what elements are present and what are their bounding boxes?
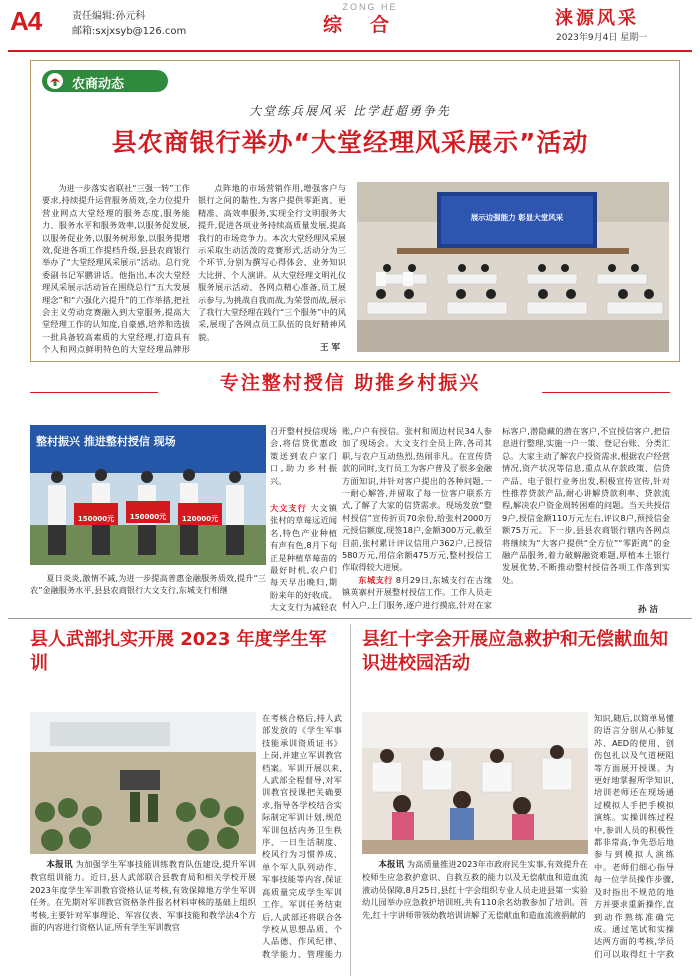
credit-board-2: 150000元 bbox=[129, 513, 167, 521]
article3-lead: 本报讯 bbox=[46, 860, 73, 870]
article1-subtitle: 大堂练兵展风采 比学赶超勇争先 bbox=[249, 104, 451, 118]
branch-name-dawen: 大文支行 bbox=[270, 503, 307, 513]
editor-name: 责任编辑:孙元科 bbox=[72, 11, 146, 22]
article2-col-a2 bbox=[270, 502, 337, 612]
column-badge-label: 农商动态 bbox=[72, 77, 125, 92]
column-badge bbox=[42, 70, 168, 92]
conference-photo-illustration bbox=[357, 182, 669, 352]
article3-col-right-text: 在考核合格后,持人武部发放的《学生军事技能承训资质证书》上岗,并建立军训教官档案。军训开展以来,人武部全程督导,对军训教官授课把关确要求,指导各学校结合实际制定军训计划,规范军训包括内务卫生秩序、一日生活制度、校风行为习惯养成、单个军人队列动作、军事技能等内容,保证高质量完成学生军训工作。军训任务结束后,人武部还将联合各学校从思想品质、个人品德、作风纪律、教学能力、管理能力 bbox=[262, 713, 342, 958]
editor-info bbox=[72, 9, 186, 39]
branch-name-dongcheng: 东城支行 bbox=[358, 574, 393, 585]
conference-banner-text: 展示边强能力 彰显大堂风采 bbox=[470, 213, 564, 222]
section-en: ZONG HE bbox=[342, 2, 398, 12]
section-cn: 综合 bbox=[322, 14, 417, 36]
article2-byline: 孙 洁 bbox=[638, 605, 658, 615]
header-rule bbox=[8, 50, 692, 52]
article3-col-left-text: 为加强学生军事技能训练教育队伍建设,提升军训教官组训能力。近日,县人武部联合县教育局和相关学校开展2023年度学生军训教官资格认证考核,有效保障地方学生军训任务。在先期对军训教官资格条件报名材料审核的基础上组织考核,主要针对军事理论、军容仪表、军事技能和教学法4个方面的内容进行资格认证,所有学生军训教官 bbox=[30, 859, 256, 933]
column-divider bbox=[350, 624, 351, 976]
article4-photo bbox=[362, 712, 588, 854]
article4-lead: 本报讯 bbox=[378, 860, 405, 870]
title-rule-right bbox=[542, 392, 670, 393]
article1-col1-text: 为进一步落实省联社“三强一转”工作要求,持续提升运营服务质效,全力位提升营业网点大堂经理的服务态度,服务能力、服务水平和服务效率,以服务促发展,以服务促业务,以服务树形象,以服务提增效,促进各项工作提档升级,县县农商银行举办了“大堂经理风采展示”活动。总行党委副书记军鹏讲话。他指出,本次大堂经理风采展示活动旨在围绕总行“五大发展理念”和“六强化六提升”的工作举措,把社会主义劳动竞赛融入到大堂服务,提高大堂经理工作的认知度,自豪感,培养和选拔一批具备较高素质的大堂经理,打造具有个人和网点鲜明特色的大堂经理品牌形 bbox=[42, 183, 190, 354]
article2-col-a-text: 召开整村授信现场会,将信贷优惠政策送到农户家门口,助力乡村振兴。 bbox=[270, 426, 337, 486]
issue-date: 2023年9月4日 星期一 bbox=[556, 33, 648, 43]
article4-col-left-text: 为高质量推进2023年市政府民生实事,有效提升在校师生应急救护意识、自救互救的能力以及无偿献血和造血流液动员保障,8月25日,县红十字会组织专业人员走进县第一实验幼儿园举办应急救护培训班,共有110余名幼教参加了培训。首先,红十字讲师带领幼教培训讲解了无偿献血和造血流液捐献的 bbox=[362, 859, 588, 920]
article1-col2 bbox=[198, 182, 346, 342]
article3-title: 县人武部扎实开展 2023 年度学生军训 bbox=[30, 629, 327, 674]
article2-col-b2-text: 8月29日,东城支行在古缘镇英寨村开展整村授信工作。工作人员走村入户,上门服务,逐户进行摸底,针对在家 bbox=[342, 574, 492, 610]
section-divider bbox=[8, 618, 692, 619]
article2-col-c-text: 标客户,潜隐藏的潜在客户,不宜授信客户,把信息进行整理,实施一户一策、登记台账、分类汇总。大家主动了解农户投资需求,根据农户经营情况,资产状况等信息,重点从存款政策、信贷产品、电子银行业务出发,积极宣传宣传,针对性推荐贷款产品,耐心讲解贷款利率、贷款流程,解决农户资金周转困难的问题。当天共授信9户,授信金额110万元左右,评议8户,预授信金额75万元。下一步,县县农商银行辖内各网点将继续为“大客户提供“全方位”“零距离”的金融产品服务,着力破解融资难题,厚植本土银行发展优势,不断推动整村授信各项工作落到实处。 bbox=[502, 426, 670, 585]
article2-col-c bbox=[502, 425, 670, 603]
section-heading bbox=[300, 2, 440, 37]
page-number: A4 bbox=[10, 6, 42, 36]
article4-title: 县红十字会开展应急救护和无偿献血知识进校园活动 bbox=[362, 629, 668, 674]
article2-col-b bbox=[342, 425, 492, 613]
article4-col-right bbox=[594, 712, 674, 962]
editor-email: 邮箱:sxjxsyb@126.com bbox=[72, 26, 187, 37]
article3-col-right bbox=[262, 712, 342, 958]
military-training-photo-illustration bbox=[30, 712, 256, 854]
article2-col-a bbox=[270, 425, 337, 501]
credit-banner-text: 整村振兴 推进整村授信 现场 bbox=[36, 435, 176, 448]
article1-col1 bbox=[42, 182, 190, 354]
article1-photo bbox=[357, 182, 669, 352]
article2-intro bbox=[30, 572, 266, 612]
article3-col-left bbox=[30, 858, 256, 970]
credit-board-1: 150000元 bbox=[77, 515, 115, 523]
article2-intro-text: 夏日炎炎,激情不减,为进一步提高普惠金融服务质效,提升“三农”金融服务水平,县县农商银行大文支行,东城支行相继 bbox=[30, 573, 266, 596]
credit-board-3: 120000元 bbox=[181, 515, 219, 523]
article1-title: 县农商银行举办“大堂经理风采展示”活动 bbox=[111, 128, 589, 157]
article2-photo bbox=[30, 425, 266, 565]
first-aid-training-photo-illustration bbox=[362, 712, 588, 854]
masthead-brand: 涞源风采 bbox=[555, 8, 639, 29]
title-rule-left bbox=[30, 392, 158, 393]
article3-photo bbox=[30, 712, 256, 854]
article1-col2-text: 点阵地的市场营销作用,增强客户与银行之间的黏性,为客户提供零距离、更精准、高效率服务,实现全行文明服务大提升,促进各项业务持续高质量发展,提高我行的市场竞争力。本次大堂经理风采展示采取生动活泼的竞赛形式,活动分为三个环节,分别为撰写心得体会、业务知识大比拼、个人演讲。从大堂经理文明礼仪服务展示活动、各网点精心准备,员工展示参与,为挑战自我而战,为荣誉而战,展示了我行大堂经理在践行“三个服务”中的风采,展现了各网点员工队伍的良好精神风貌。 bbox=[198, 183, 346, 342]
bank-logo-icon bbox=[44, 70, 66, 92]
article4-col-left bbox=[362, 858, 588, 970]
article4-col-right-text: 知识,随后,以简单易懂的语言分别从心肺复苏、AED的使用、创伤包扎以及气道梗阻等方面展开授课。为更好地掌握所学知识,培训老师还在现场通过模拟人手把手模拟演练。实操训练过程中,参训人员的积极性都非常高,争先恐后地参与到模拟人演练中。老师们细心指导每一位学员操作步骤,及时指出不规范的地方并要求重新操作,直到动作熟练准确完成。通过笔试和实操达两方面的考核,学员们可以取得红十字救 bbox=[594, 713, 674, 959]
article2-col-a2-text: 大文镇张村的草莓远近闻名,特色产业种植有声有色,8月下旬正是种植草莓苗的最好时机,农户们每天早出晚归,期盼来年的好收成。大文支行为减轻农 bbox=[270, 503, 337, 612]
article2-title: 专注整村授信 助推乡村振兴 bbox=[219, 372, 481, 394]
article2-col-b-text: 账,户户有授信。张村和周边村民34人参加了现场会。大文支行全员上阵,各司其职,与农户互动热烈,热闹非凡。在宣传贷款的同时,支行员工为客户普及了很多金融方面知识,并针对客户提出的各种问题,一一耐心解答,并留取了每一位客户联系方式,了解了大家的信贷需求。现场发放“整村授信”宣传折页70余份,给张村2000万元授信额度,现签18户,金额300万元,截至目前,张村累计评议信用户362户,已授信580万元,用信余额475万元,整村授信工作取得较大进展。 bbox=[342, 426, 492, 573]
article1-byline: 王 军 bbox=[320, 343, 340, 353]
